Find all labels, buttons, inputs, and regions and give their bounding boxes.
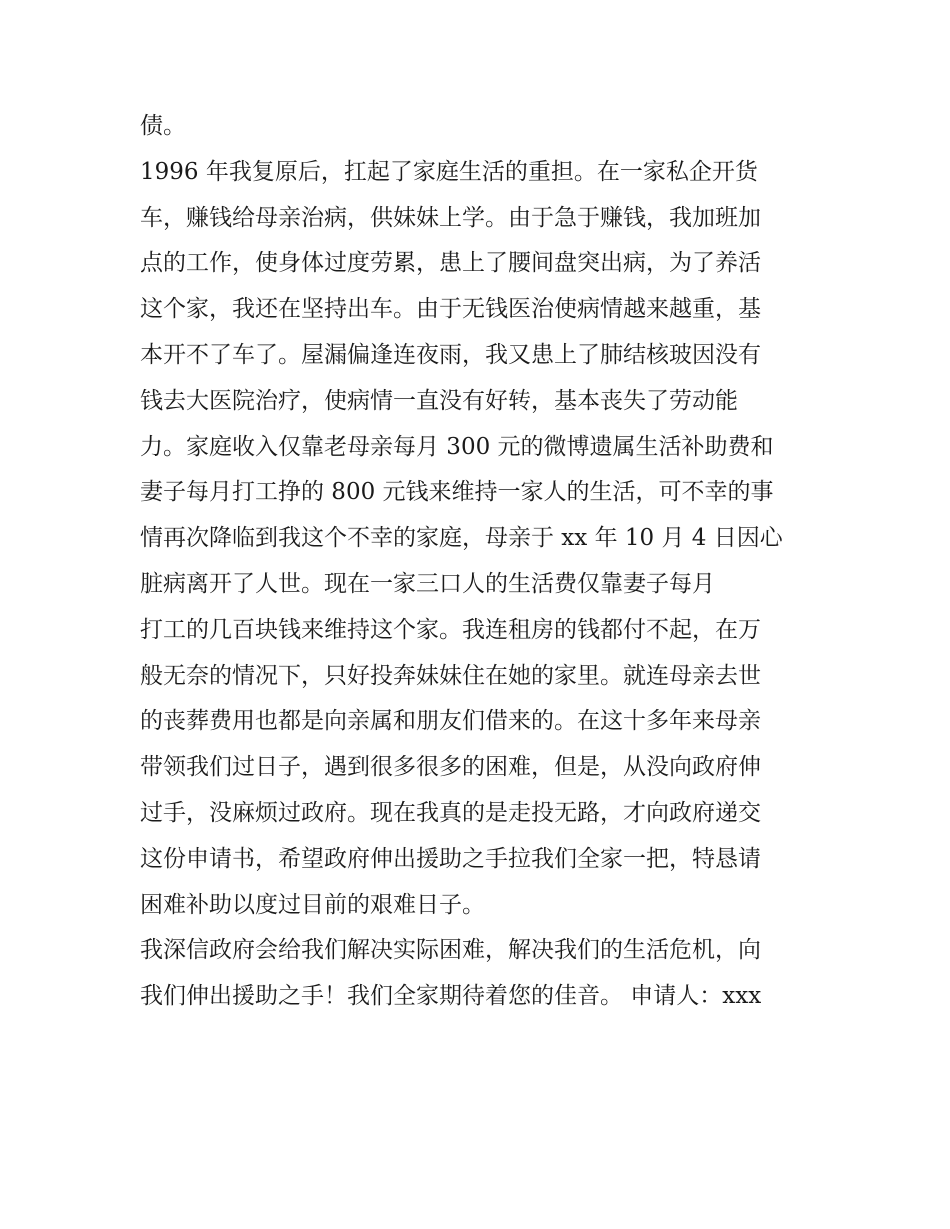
text-line: 钱去大医院治疗，使病情一直没有好转，基本丧失了劳动能 <box>140 387 738 414</box>
text-line: 困难补助以度过目前的艰难日子。 <box>140 891 485 918</box>
text-line: 车，赚钱给母亲治病，供妹妹上学。由于急于赚钱，我加班加 <box>140 204 761 231</box>
letter-body <box>140 104 820 1020</box>
text-line: 点的工作，使身体过度劳累，患上了腰间盘突出病，为了养活 <box>140 250 761 277</box>
text-line: 的丧葬费用也都是向亲属和朋友们借来的。在这十多年来母亲 <box>140 708 761 735</box>
text-line: 1996 年我复原后，扛起了家庭生活的重担。在一家私企开货 <box>140 158 758 185</box>
text-line: 债。 <box>140 113 186 139</box>
text-line: 带领我们过日子，遇到很多很多的困难，但是，从没向政府伸 <box>140 754 761 781</box>
text-line: 力。家庭收入仅靠老母亲每月 300 元的微博遗属生活补助费和 <box>140 433 774 460</box>
text-line: 妻子每月打工挣的 800 元钱来维持一家人的生活，可不幸的事 <box>140 479 774 506</box>
text-line: 情再次降临到我这个不幸的家庭，母亲于 xx 年 10 月 4 日因心 <box>140 525 783 552</box>
text-line: 脏病离开了人世。现在一家三口人的生活费仅靠妻子每月 <box>140 570 715 597</box>
text-line: 般无奈的情况下，只好投奔妹妹住在她的家里。就连母亲去世 <box>140 662 761 689</box>
text-line: 本开不了车了。屋漏偏逢连夜雨，我又患上了肺结核玻因没有 <box>140 341 761 368</box>
text-line: 我深信政府会给我们解决实际困难，解决我们的生活危机，向 <box>140 937 761 964</box>
text-line: 我们伸出援助之手！我们全家期待着您的佳音。 申请人：xxx <box>140 983 762 1010</box>
text-line: 这份申请书，希望政府伸出援助之手拉我们全家一把，特恳请 <box>140 845 761 872</box>
text-line: 这个家，我还在坚持出车。由于无钱医治使病情越来越重，基 <box>140 296 761 323</box>
text-line: 打工的几百块钱来维持这个家。我连租房的钱都付不起，在万 <box>140 616 761 643</box>
text-line: 过手，没麻烦过政府。现在我真的是走投无路，才向政府递交 <box>140 799 761 826</box>
